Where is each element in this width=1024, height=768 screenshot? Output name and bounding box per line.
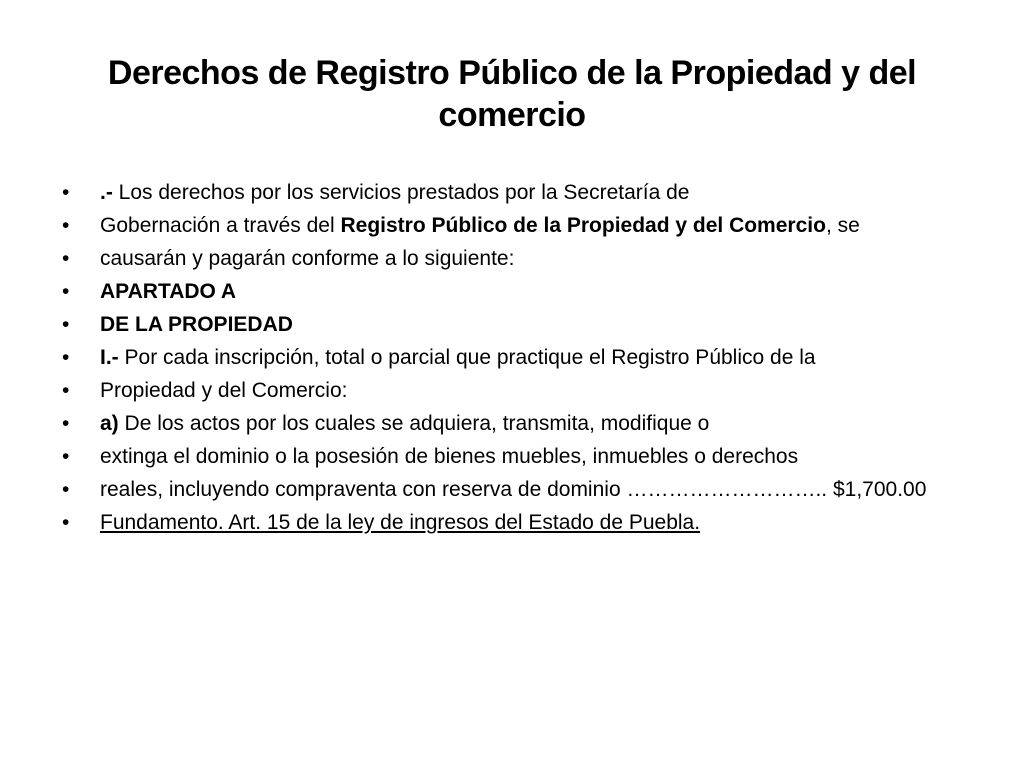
item-lead: I.-: [100, 346, 119, 369]
item-text: causarán y pagarán conforme a lo siguiente:: [100, 247, 515, 270]
bullet-icon: •: [62, 412, 70, 435]
bullet-icon: •: [62, 478, 70, 501]
bullet-icon: •: [62, 346, 70, 369]
list-item: [62, 180, 962, 206]
item-text: Gobernación a través del: [100, 214, 341, 237]
bullet-icon: •: [62, 247, 70, 270]
list-item: [62, 510, 962, 536]
item-lead: a): [100, 412, 119, 435]
list-item: [62, 246, 962, 272]
bullet-list: [62, 180, 962, 543]
item-text: De los actos por los cuales se adquiera, transmita, modifique o: [118, 412, 710, 435]
bullet-icon: •: [62, 181, 70, 204]
list-item: [62, 279, 962, 305]
item-text: Los derechos por los servicios prestados por la Secretaría de: [112, 181, 690, 204]
section-heading: DE LA PROPIEDAD: [100, 313, 293, 336]
bullet-icon: •: [62, 313, 70, 336]
bullet-icon: •: [62, 379, 70, 402]
item-text: Propiedad y del Comercio:: [100, 379, 348, 402]
item-text: , se: [825, 214, 860, 237]
bullet-icon: •: [62, 214, 70, 237]
section-heading: APARTADO A: [100, 280, 237, 303]
list-item: [62, 444, 962, 470]
bullet-icon: •: [62, 511, 70, 534]
item-bold-text: Registro Público de la Propiedad y del Comercio: [340, 214, 826, 237]
item-text: Por cada inscripción, total o parcial que practique el Registro Público de la: [118, 346, 816, 369]
legal-basis-text: Fundamento. Art. 15 de la ley de ingresos del Estado de Puebla.: [100, 511, 701, 534]
item-text: extinga el dominio o la posesión de bienes muebles, inmuebles o derechos: [100, 445, 799, 468]
list-item: [62, 312, 962, 338]
list-item: [62, 345, 962, 371]
bullet-icon: •: [62, 280, 70, 303]
list-item: [62, 378, 962, 404]
item-lead: .-: [100, 181, 113, 204]
list-item: [62, 411, 962, 437]
bullet-icon: •: [62, 445, 70, 468]
list-item: [62, 477, 962, 503]
list-item: [62, 213, 962, 239]
slide-title: Derechos de Registro Público de la Propiedad y del comercio: [107, 54, 917, 134]
item-text: reales, incluyendo compraventa con reserva de dominio ……………………….. $1,700.00: [100, 478, 927, 501]
